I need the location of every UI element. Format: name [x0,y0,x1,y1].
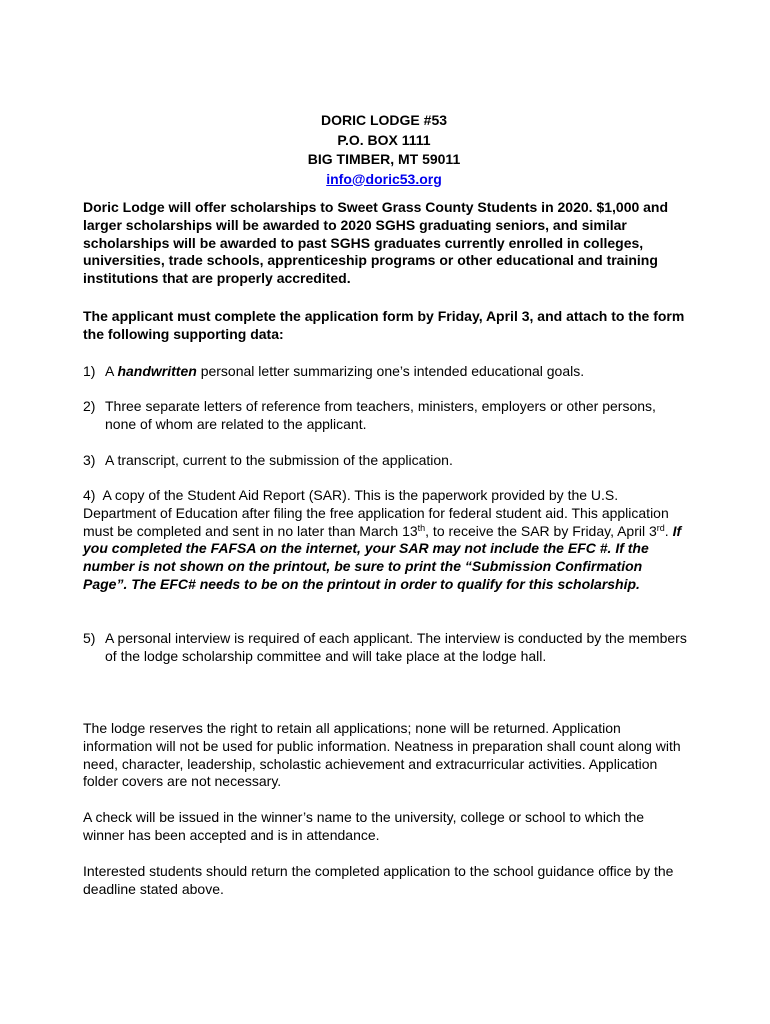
item-number: 2) [83,398,96,414]
item-number: 3) [83,452,96,468]
check-paragraph: A check will be issued in the winner’s name to the university, college or school to which the winner has been accepted and is in attendance. [83,809,645,843]
interested-paragraph: Interested students should return the completed application to the school guidance office by the deadline stated above. [83,863,674,897]
list-item [83,398,688,434]
reserve-paragraph: The lodge reserves the right to retain all applications; none will be returned. Application information will not be used for public information. Neatness in preparation shall count along with need, character, leadership, scholastic achievement and extracurricular activities. Application folder covers are not necessary. [83,720,681,790]
item-text: A personal interview is required of each applicant. The interview is conducted by the members of the lodge scholarship committee and will take place at the lodge hall. [105,630,687,664]
item-text-post: personal letter summarizing one’s intended educational goals. [196,363,585,379]
lodge-name: DORIC LODGE #53 [320,112,448,128]
intro-paragraph: Doric Lodge will offer scholarships to Sweet Grass County Students in 2020. $1,000 and larger scholarships will be awarded to 2020 SGHS graduating seniors, and similar scholarships will be awarded to past SGHS graduates currently enrolled in colleges, universities, trade schools, apprenticeship programs or other educational and training institutions that are properly accredited. [83,199,669,287]
item-text-b: , to receive the SAR by Friday, April 3 [425,522,657,539]
item-number: 1) [83,363,96,379]
item-number: 5) [83,630,96,646]
list-item [83,452,688,470]
ordinal-suffix: rd [656,522,665,533]
item-text: A transcript, current to the submission of the application. [105,452,453,468]
email-link[interactable]: info@doric53.org [326,170,442,187]
item-text: Three separate letters of reference from teachers, ministers, employers or other persons, none of whom are related to the applicant. [105,398,656,432]
item-emphasis: If you completed the FAFSA on the internet, your SAR may not include the EFC #. If the number is not shown on the printout, be sure to print the “Submission Confirmation Page”. The EFC# needs to be on the printout in order to qualify for this scholarship. [83,522,682,592]
city-state-zip: BIG TIMBER, MT 59011 [307,151,461,167]
item-emphasis: handwritten [117,363,197,379]
ordinal-suffix: th [417,522,426,533]
applicant-requirements: The applicant must complete the application form by Friday, April 3, and attach to the form the following supporting data: [83,308,685,342]
item-text-pre: A [105,363,118,379]
list-item [83,487,688,594]
list-item [83,630,688,666]
item-text-a: A copy of the Student Aid Report (SAR). This is the paperwork provided by the U.S. Department of Education after filing the free application for federal student aid. This application must be completed and sent in no later than March 13 [83,487,669,539]
item-number: 4) [83,487,96,503]
item-text-c: . [664,522,673,539]
po-box: P.O. BOX 1111 [337,131,431,148]
list-item [83,363,688,381]
letterhead [0,111,770,189]
